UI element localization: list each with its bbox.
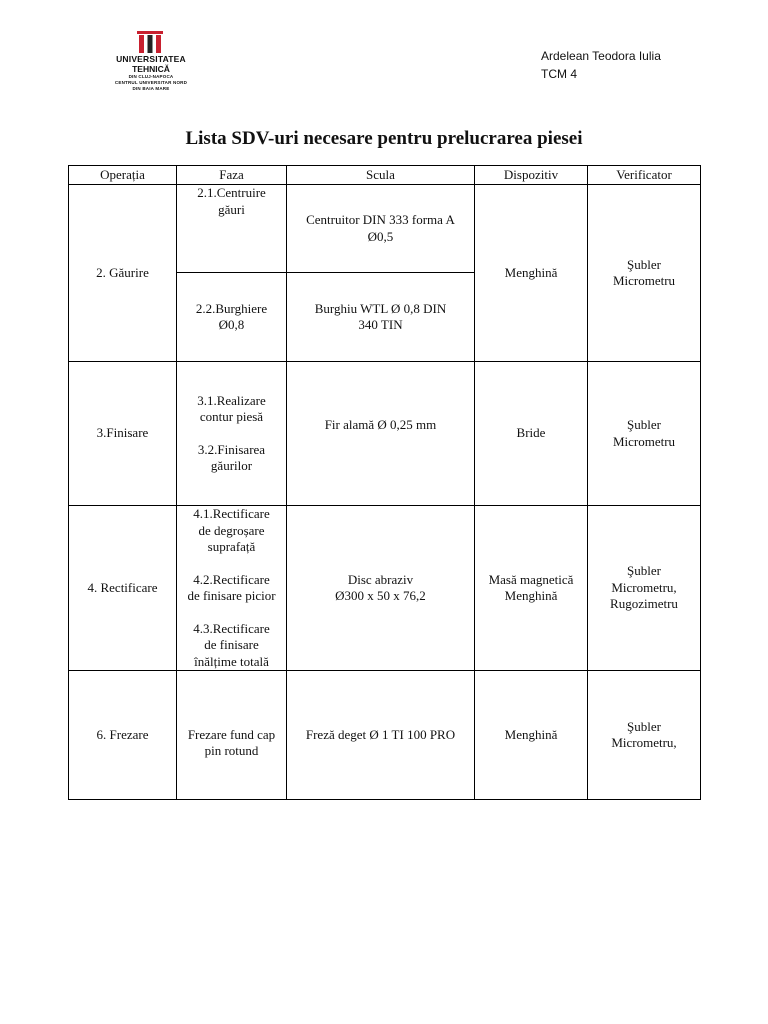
faza-line: 3.1.Realizare bbox=[197, 392, 266, 408]
cell-operatie bbox=[69, 506, 177, 671]
logo-text-line2: TEHNICĂ bbox=[132, 64, 170, 74]
cell-verificator bbox=[588, 185, 701, 362]
faza-line: înălțime totală bbox=[194, 653, 269, 669]
verificator-line: Micrometru, bbox=[611, 579, 677, 595]
author-block bbox=[541, 47, 661, 83]
scula-line: 340 TIN bbox=[358, 317, 403, 332]
faza-line: pin rotund bbox=[204, 743, 259, 758]
table-header-row bbox=[69, 166, 701, 185]
faza-line: de degroșare bbox=[198, 522, 265, 538]
dispozitiv-line: Masă magnetică bbox=[488, 571, 574, 587]
faza-line: găurilor bbox=[210, 458, 253, 473]
operatie-text: 4. Rectificare bbox=[87, 579, 158, 595]
header-scula: Scula bbox=[287, 166, 475, 185]
faza-line: 4.2.Rectificare bbox=[193, 571, 270, 587]
faza-line: 3.2.Finisarea bbox=[197, 441, 266, 457]
header-faza: Faza bbox=[177, 166, 287, 185]
university-logo bbox=[100, 30, 202, 92]
cell-dispozitiv bbox=[475, 506, 588, 671]
logo-text-line5: DIN BAIA MARE bbox=[132, 86, 170, 91]
cell-faza bbox=[177, 506, 287, 671]
header-dispozitiv: Dispozitiv bbox=[475, 166, 588, 185]
cell-scula bbox=[287, 362, 475, 506]
verificator-line: Şubler bbox=[627, 718, 661, 734]
scula-line: Disc abraziv bbox=[347, 571, 414, 587]
sdv-table bbox=[68, 165, 701, 800]
faza-line: de finisare picior bbox=[187, 588, 276, 603]
table-row bbox=[69, 362, 701, 506]
verificator-line: Micrometru bbox=[612, 273, 676, 288]
logo-text-line1: UNIVERSITATEA bbox=[116, 54, 186, 64]
operatie-text: 2. Găurire bbox=[96, 264, 149, 280]
faza-line: 2.1.Centruire bbox=[197, 185, 266, 200]
faza-line: 2.2.Burghiere bbox=[195, 300, 268, 316]
table-row bbox=[69, 185, 701, 273]
scula-line: Ø0,5 bbox=[367, 228, 394, 244]
cell-dispozitiv bbox=[475, 362, 588, 506]
faza-line: găuri bbox=[218, 201, 245, 217]
dispozitiv-line: Menghină bbox=[504, 588, 558, 603]
faza-line: Ø0,8 bbox=[218, 317, 245, 332]
cell-operatie bbox=[69, 185, 177, 362]
faza-line: 4.1.Rectificare bbox=[193, 506, 270, 521]
cell-scula bbox=[287, 671, 475, 800]
cell-verificator bbox=[588, 671, 701, 800]
operatie-text: 3.Finisare bbox=[96, 425, 149, 441]
scula-line: Burghiu WTL Ø 0,8 DIN bbox=[314, 300, 447, 316]
cell-faza bbox=[177, 362, 287, 506]
cell-scula bbox=[287, 185, 475, 273]
faza-line: Frezare fund cap bbox=[187, 726, 276, 742]
cell-faza bbox=[177, 185, 287, 273]
verificator-line: Şubler bbox=[627, 256, 661, 272]
dispozitiv-text: Menghină bbox=[504, 264, 558, 280]
cell-scula bbox=[287, 273, 475, 362]
table-row bbox=[69, 506, 701, 671]
student-group: TCM 4 bbox=[541, 67, 577, 81]
document-title: Lista SDV-uri necesare pentru prelucrarea piesei bbox=[185, 128, 583, 149]
cell-operatie bbox=[69, 671, 177, 800]
verificator-line: Micrometru bbox=[612, 433, 676, 449]
dispozitiv-text: Menghină bbox=[504, 726, 558, 742]
university-emblem-icon bbox=[135, 30, 165, 54]
faza-line: 4.3.Rectificare bbox=[193, 620, 270, 636]
logo-text-line3: DIN CLUJ-NAPOCA bbox=[128, 74, 174, 79]
author-name: Ardelean Teodora Iulia bbox=[541, 49, 661, 63]
scula-text: Freză deget Ø 1 TI 100 PRO bbox=[305, 726, 456, 742]
verificator-line: Şubler bbox=[627, 563, 661, 579]
cell-dispozitiv bbox=[475, 671, 588, 800]
dispozitiv-text: Bride bbox=[516, 425, 546, 441]
cell-faza bbox=[177, 273, 287, 362]
faza-line: de finisare bbox=[204, 637, 259, 652]
cell-verificator bbox=[588, 362, 701, 506]
verificator-line: Rugozimetru bbox=[610, 596, 678, 612]
cell-operatie bbox=[69, 362, 177, 506]
logo-text-line4: CENTRUL UNIVERSITAR NORD bbox=[114, 80, 188, 85]
header-verificator: Verificator bbox=[588, 166, 701, 185]
cell-verificator bbox=[588, 506, 701, 671]
faza-line: contur piesă bbox=[199, 409, 264, 424]
table-row bbox=[69, 671, 701, 800]
verificator-line: Şubler bbox=[627, 417, 661, 432]
cell-faza bbox=[177, 671, 287, 800]
verificator-line: Micrometru, bbox=[611, 735, 677, 750]
faza-line: suprafață bbox=[207, 539, 256, 554]
cell-scula bbox=[287, 506, 475, 671]
scula-line: Ø300 x 50 x 76,2 bbox=[335, 588, 426, 603]
cell-dispozitiv bbox=[475, 185, 588, 362]
header-operatia: Operația bbox=[69, 166, 177, 185]
scula-line: Centruitor DIN 333 forma A bbox=[306, 212, 455, 227]
scula-text: Fir alamă Ø 0,25 mm bbox=[324, 417, 437, 433]
operatie-text: 6. Frezare bbox=[96, 726, 149, 742]
